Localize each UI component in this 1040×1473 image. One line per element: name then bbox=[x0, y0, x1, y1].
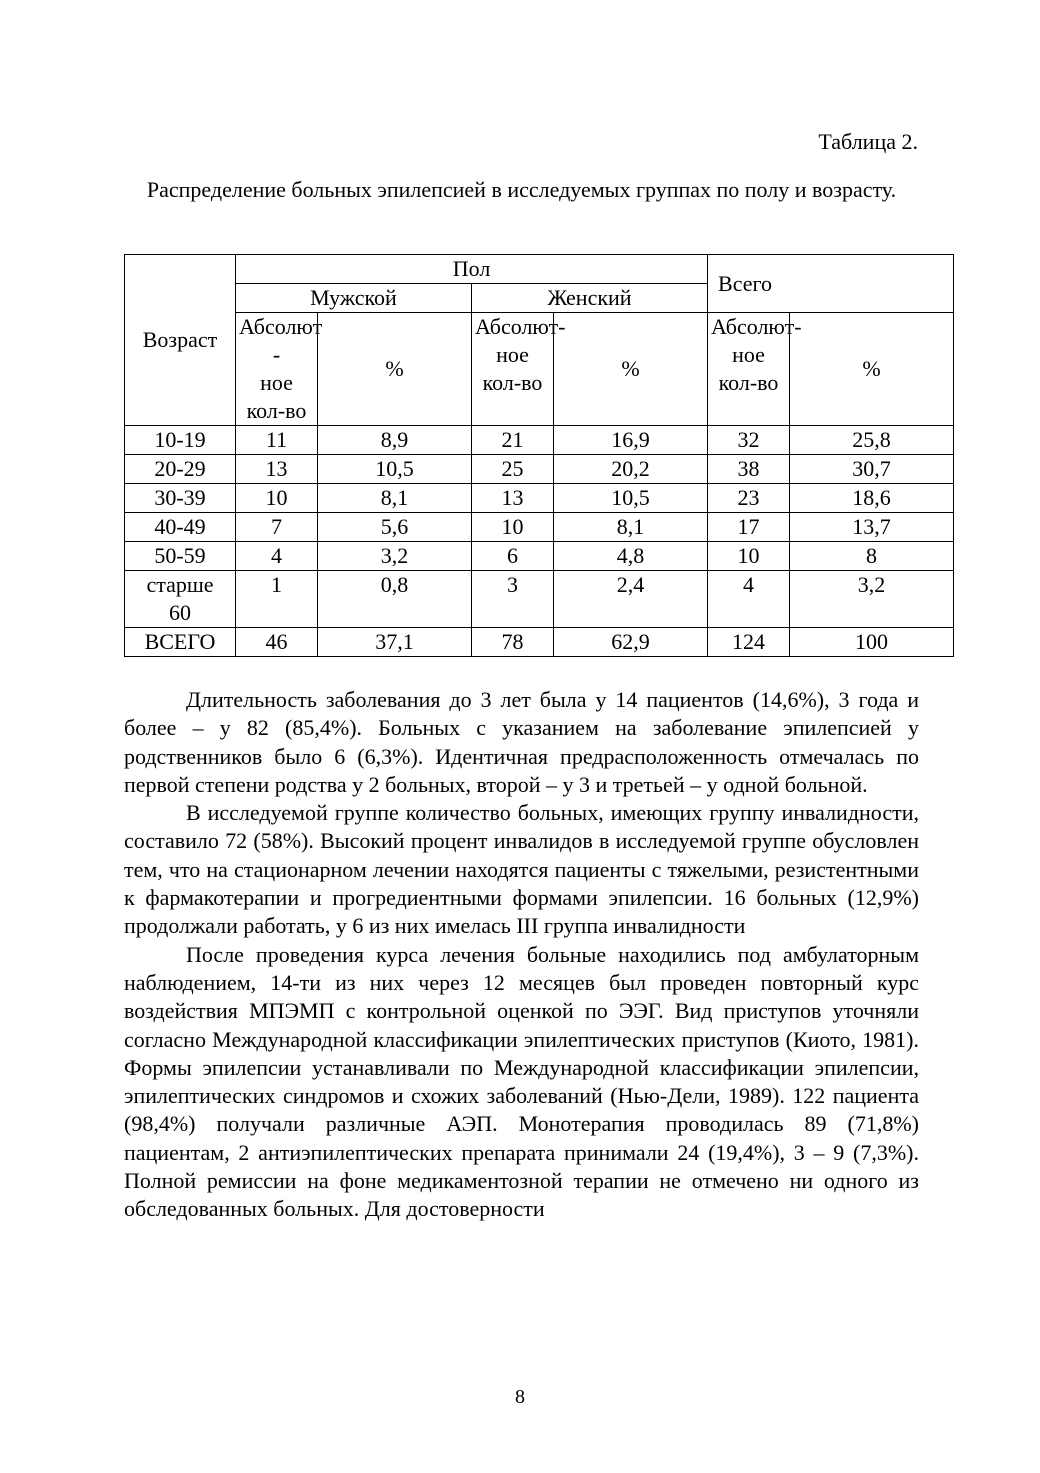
cell-age: 10-19 bbox=[125, 426, 236, 455]
header-total-abs: Абсолют- ное кол-во bbox=[708, 313, 790, 426]
cell-age: старше 60 bbox=[125, 571, 236, 628]
cell-fp: 20,2 bbox=[554, 455, 708, 484]
table-row bbox=[125, 628, 954, 657]
cell-f: 21 bbox=[472, 426, 554, 455]
table-row bbox=[125, 455, 954, 484]
cell-tp: 18,6 bbox=[790, 484, 954, 513]
cell-f: 25 bbox=[472, 455, 554, 484]
cell-t: 10 bbox=[708, 542, 790, 571]
header-sex: Пол bbox=[236, 255, 708, 284]
paragraph: После проведения курса лечения больные находились под амбулаторным наблюдением, 14-ти из них через 12 месяцев был проведен повторный курс воздействия МПЭМП с контрольной оценкой по ЭЭГ. Вид приступов уточняли согласно Международной классификации эпилептических приступов (Киото, 1981). Формы эпилепсии устанавливали по Международной классификации эпилепсии, эпилептических синдромов и схожих заболеваний (Нью-Дели, 1989). 122 пациента (98,4%) получали различные АЭП. Монотерапия проводилась 89 (71,8%) пациентам, 2 антиэпилептических препарата принимали 24 (19,4%), 3 – 9 (7,3%). Полной ремиссии на фоне медикаментозной терапии не отмечено ни одного из обследованных больных. Для достоверности bbox=[124, 941, 919, 1222]
cell-tp: 25,8 bbox=[790, 426, 954, 455]
header-male-pct: % bbox=[318, 313, 472, 426]
header-total: Всего bbox=[708, 255, 954, 313]
cell-m: 4 bbox=[236, 542, 318, 571]
cell-mp: 37,1 bbox=[318, 628, 472, 657]
table-row bbox=[125, 571, 954, 628]
table-row bbox=[125, 426, 954, 455]
cell-age: 30-39 bbox=[125, 484, 236, 513]
cell-f: 6 bbox=[472, 542, 554, 571]
cell-tp: 13,7 bbox=[790, 513, 954, 542]
cell-fp: 16,9 bbox=[554, 426, 708, 455]
cell-mp: 0,8 bbox=[318, 571, 472, 628]
header-female: Женский bbox=[472, 284, 708, 313]
header-male: Мужской bbox=[236, 284, 472, 313]
page-number: 8 bbox=[515, 1386, 525, 1408]
cell-fp: 62,9 bbox=[554, 628, 708, 657]
cell-age: 40-49 bbox=[125, 513, 236, 542]
cell-f: 13 bbox=[472, 484, 554, 513]
cell-m: 1 bbox=[236, 571, 318, 628]
header-age: Возраст bbox=[125, 255, 236, 426]
header-male-abs: Абсолют - ное кол-во bbox=[236, 313, 318, 426]
cell-t: 124 bbox=[708, 628, 790, 657]
cell-m: 10 bbox=[236, 484, 318, 513]
cell-fp: 4,8 bbox=[554, 542, 708, 571]
cell-mp: 3,2 bbox=[318, 542, 472, 571]
cell-m: 13 bbox=[236, 455, 318, 484]
header-female-abs: Абсолют- ное кол-во bbox=[472, 313, 554, 426]
table-row bbox=[125, 542, 954, 571]
distribution-table bbox=[124, 254, 954, 657]
paragraph: В исследуемой группе количество больных, имеющих группу инвалидности, составило 72 (58%). Высокий процент инвалидов в исследуемой группе обусловлен тем, что на стационарном лечении находятся пациенты с тяжелыми, резистентными к фармакотерапии и прогредиентными формами эпилепсии. 16 больных (12,9%) продолжали работать, у 6 из них имелась III группа инвалидности bbox=[124, 800, 919, 939]
cell-tp: 8 bbox=[790, 542, 954, 571]
cell-age: 20-29 bbox=[125, 455, 236, 484]
body-text bbox=[124, 686, 919, 1224]
cell-age: 50-59 bbox=[125, 542, 236, 571]
cell-t: 4 bbox=[708, 571, 790, 628]
paragraph: Длительность заболевания до 3 лет была у 14 пациентов (14,6%), 3 года и более – у 82 (85,4%). Больных с указанием на заболевание эпилепсией у родственников было 6 (6,3%). Идентичная предрасположенность отмечалась по первой степени родства у 2 больных, второй – у 3 и третьей – у одной больной. bbox=[124, 687, 919, 797]
cell-tp: 30,7 bbox=[790, 455, 954, 484]
cell-tp: 100 bbox=[790, 628, 954, 657]
table-body bbox=[125, 426, 954, 657]
cell-mp: 8,1 bbox=[318, 484, 472, 513]
header-female-pct: % bbox=[554, 313, 708, 426]
table-row bbox=[125, 513, 954, 542]
table-caption-number: Таблица 2. bbox=[818, 129, 918, 154]
cell-m: 46 bbox=[236, 628, 318, 657]
cell-fp: 2,4 bbox=[554, 571, 708, 628]
cell-age: ВСЕГО bbox=[125, 628, 236, 657]
cell-fp: 8,1 bbox=[554, 513, 708, 542]
cell-mp: 8,9 bbox=[318, 426, 472, 455]
cell-mp: 10,5 bbox=[318, 455, 472, 484]
header-total-pct: % bbox=[790, 313, 954, 426]
cell-f: 3 bbox=[472, 571, 554, 628]
cell-f: 10 bbox=[472, 513, 554, 542]
cell-m: 11 bbox=[236, 426, 318, 455]
cell-f: 78 bbox=[472, 628, 554, 657]
cell-t: 23 bbox=[708, 484, 790, 513]
cell-t: 38 bbox=[708, 455, 790, 484]
cell-mp: 5,6 bbox=[318, 513, 472, 542]
table-title: Распределение больных эпилепсией в исследуемых группах по полу и возрасту. bbox=[146, 177, 897, 202]
cell-m: 7 bbox=[236, 513, 318, 542]
cell-t: 17 bbox=[708, 513, 790, 542]
table-row bbox=[125, 484, 954, 513]
cell-fp: 10,5 bbox=[554, 484, 708, 513]
cell-t: 32 bbox=[708, 426, 790, 455]
cell-tp: 3,2 bbox=[790, 571, 954, 628]
